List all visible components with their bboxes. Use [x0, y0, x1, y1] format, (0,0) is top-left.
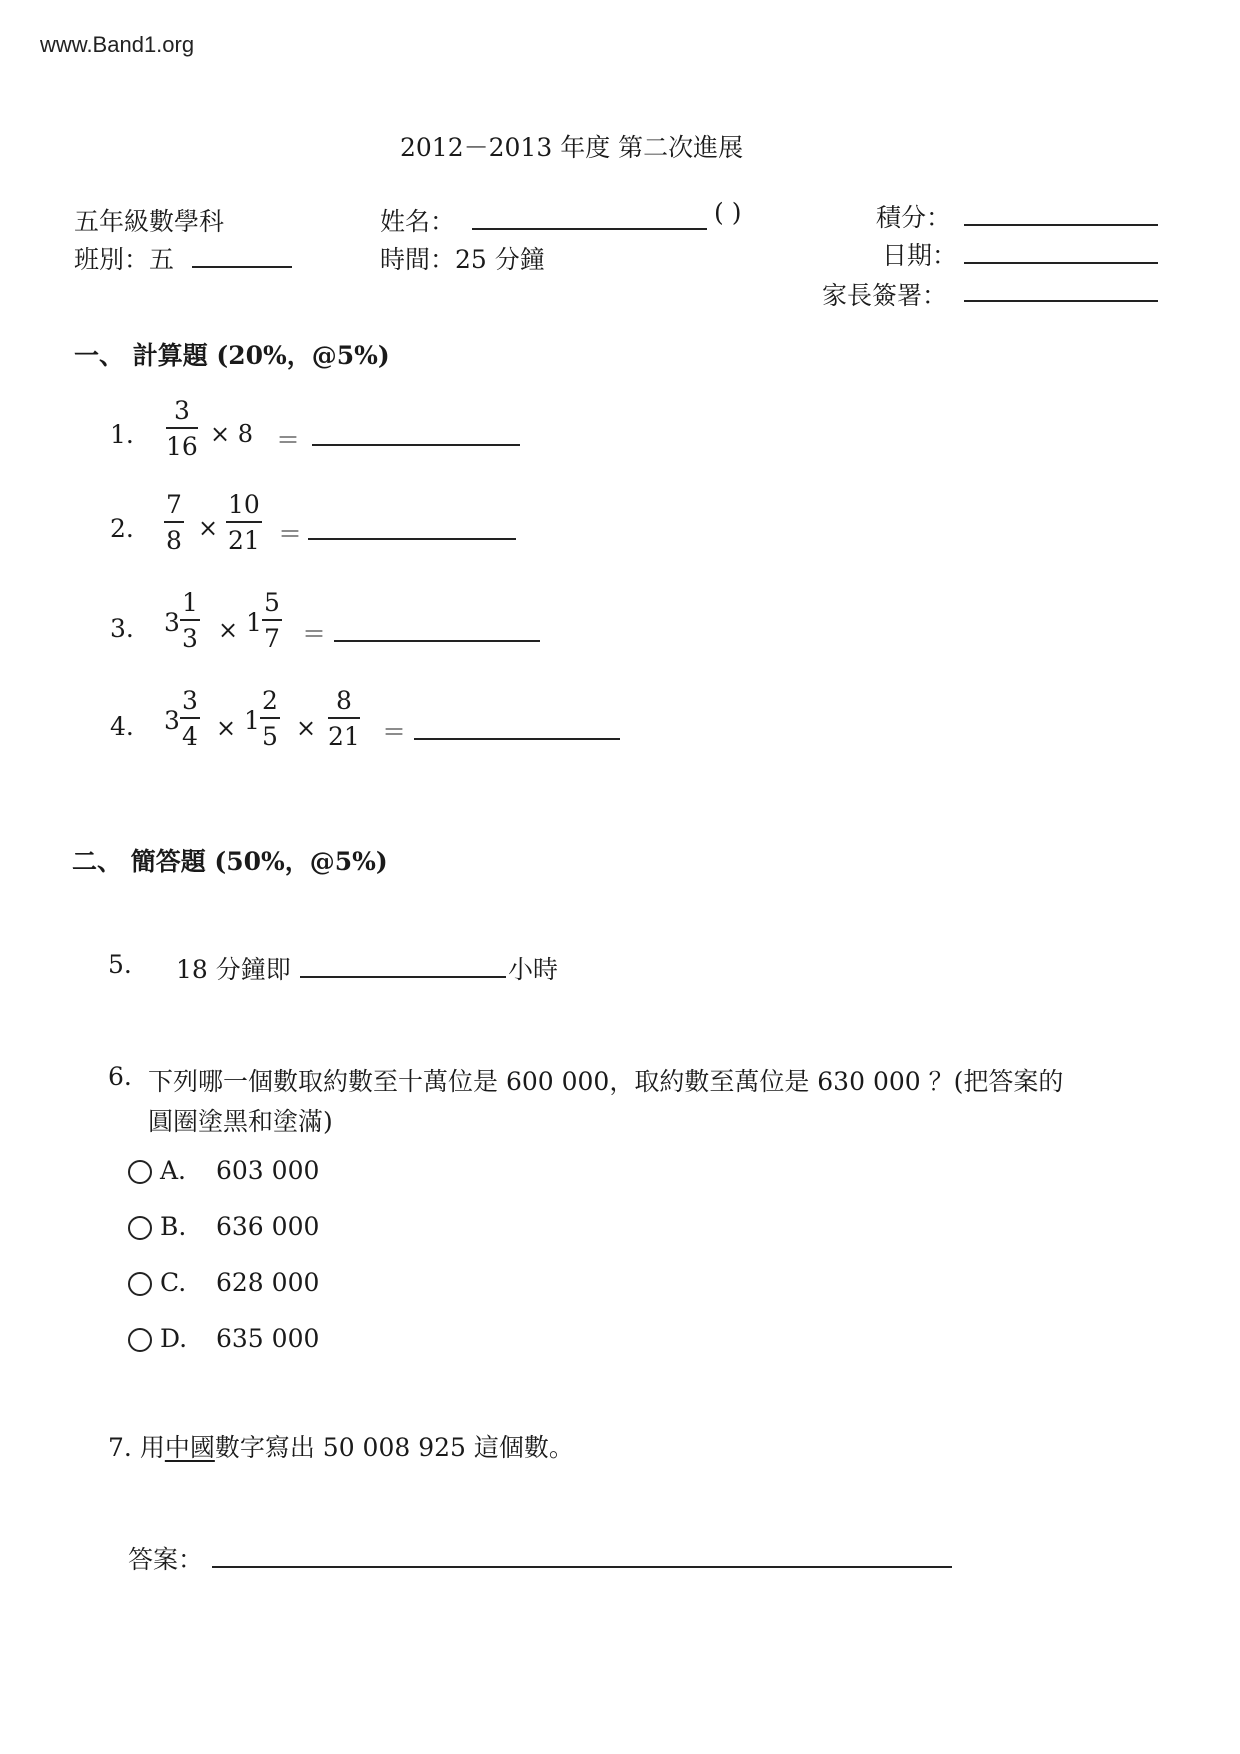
q7-text-before: 用 — [139, 1433, 165, 1462]
q3-number: 3. — [110, 614, 134, 643]
q4-number: 4. — [110, 712, 134, 741]
q3-numerator-2: 5 — [262, 590, 282, 621]
q6-option-b-value: 636 000 — [216, 1212, 320, 1241]
q6-option-a-radio[interactable] — [128, 1160, 152, 1184]
q7-answer-label: 答案： — [128, 1545, 204, 1574]
q7-text-after: 數字寫出 50 008 925 這個數。 — [214, 1433, 574, 1462]
section-1-title: 一、 計算題 (20%，@5%) — [74, 341, 390, 370]
q4-multiply-2: × — [296, 714, 317, 742]
class-line[interactable] — [192, 266, 292, 268]
q3-whole-1: 3 — [164, 608, 180, 637]
q6-option-b-radio[interactable] — [128, 1216, 152, 1240]
q5-text-after: 小時 — [508, 955, 559, 984]
signature-line[interactable] — [964, 300, 1158, 302]
q2-multiply: × — [198, 514, 219, 542]
q5-answer-line[interactable] — [300, 976, 506, 978]
q6-option-a-value: 603 000 — [216, 1156, 320, 1185]
q1-equals: ＝ — [276, 426, 300, 454]
signature-label: 家長簽署： — [822, 281, 948, 310]
q3-denominator-1: 3 — [182, 624, 198, 653]
q2-numerator-2: 10 — [226, 492, 262, 523]
q7-underlined-word: 中國 — [164, 1433, 215, 1462]
q6-option-c-letter: C. — [160, 1268, 187, 1297]
q3-fraction-2 — [262, 590, 282, 651]
q6-text-line-2: 圓圈塗黑和塗滿) — [148, 1107, 333, 1136]
q3-whole-2: 1 — [246, 608, 262, 637]
q6-text-line-1: 下列哪一個數取約數至十萬位是 600 000，取約數至萬位是 630 000 ？(把答案的 — [148, 1067, 1064, 1096]
q6-option-c-radio[interactable] — [128, 1272, 152, 1296]
q1-numerator: 3 — [166, 398, 198, 429]
time-label: 時間：25 分鐘 — [380, 245, 545, 274]
page-title: 2012－2013 年度 第二次進展 — [400, 133, 744, 162]
q4-denominator-3: 21 — [328, 722, 360, 751]
date-label: 日期： — [882, 241, 958, 270]
q1-answer-line[interactable] — [312, 444, 520, 446]
q2-answer-line[interactable] — [308, 538, 516, 540]
q1-number: 1. — [110, 420, 134, 449]
q2-numerator-1: 7 — [164, 492, 184, 523]
q4-fraction-1 — [180, 688, 200, 749]
q6-option-b-letter: B. — [160, 1212, 187, 1241]
q6-option-d-value: 635 000 — [216, 1324, 320, 1353]
q5-text-before: 18 分鐘即 — [176, 955, 291, 984]
name-label: 姓名： — [380, 207, 456, 236]
class-label: 班別：五 — [74, 245, 175, 274]
q2-fraction-2 — [226, 492, 262, 553]
q3-answer-line[interactable] — [334, 640, 540, 642]
q5-number: 5. — [108, 950, 132, 979]
q4-denominator-1: 4 — [182, 722, 198, 751]
q4-whole-1: 3 — [164, 706, 180, 735]
q2-fraction-1 — [164, 492, 184, 553]
q6-number: 6. — [108, 1062, 132, 1091]
q4-answer-line[interactable] — [414, 738, 620, 740]
q4-numerator-2: 2 — [260, 688, 280, 719]
q2-equals: ＝ — [278, 520, 302, 548]
q3-multiply: × — [218, 616, 239, 644]
q3-denominator-2: 7 — [264, 624, 280, 653]
q3-equals: ＝ — [302, 620, 326, 648]
q1-denominator: 16 — [166, 432, 198, 461]
q1-multiply: × 8 — [210, 420, 254, 448]
q4-fraction-2 — [260, 688, 280, 749]
subject-label: 五年級數學科 — [74, 207, 225, 236]
q2-number: 2. — [110, 514, 134, 543]
q6-option-d-radio[interactable] — [128, 1328, 152, 1352]
site-url: www.Band1.org — [40, 32, 195, 57]
q1-fraction — [166, 398, 198, 459]
q4-denominator-2: 5 — [262, 722, 278, 751]
q4-equals: ＝ — [382, 718, 406, 746]
score-label: 積分： — [876, 203, 952, 232]
section-2-title: 二、 簡答題 (50%，@5%) — [72, 847, 388, 876]
q7-question — [108, 1428, 574, 1464]
q2-denominator-1: 8 — [166, 526, 182, 555]
q6-option-a-letter: A. — [160, 1156, 187, 1185]
date-line[interactable] — [964, 262, 1158, 264]
name-line[interactable] — [472, 228, 707, 230]
q7-answer-line[interactable] — [212, 1566, 952, 1568]
q4-whole-2: 1 — [244, 706, 260, 735]
score-line[interactable] — [964, 224, 1158, 226]
q3-fraction-1 — [180, 590, 200, 651]
q4-multiply-1: × — [216, 714, 237, 742]
q3-numerator-1: 1 — [180, 590, 200, 621]
q4-fraction-3 — [328, 688, 360, 749]
q6-option-c-value: 628 000 — [216, 1268, 320, 1297]
q4-numerator-1: 3 — [180, 688, 200, 719]
q4-numerator-3: 8 — [328, 688, 360, 719]
q2-denominator-2: 21 — [228, 526, 260, 555]
class-number-paren: ( ) — [714, 198, 742, 227]
q6-option-d-letter: D. — [160, 1324, 188, 1353]
q7-number: 7. — [108, 1433, 132, 1462]
